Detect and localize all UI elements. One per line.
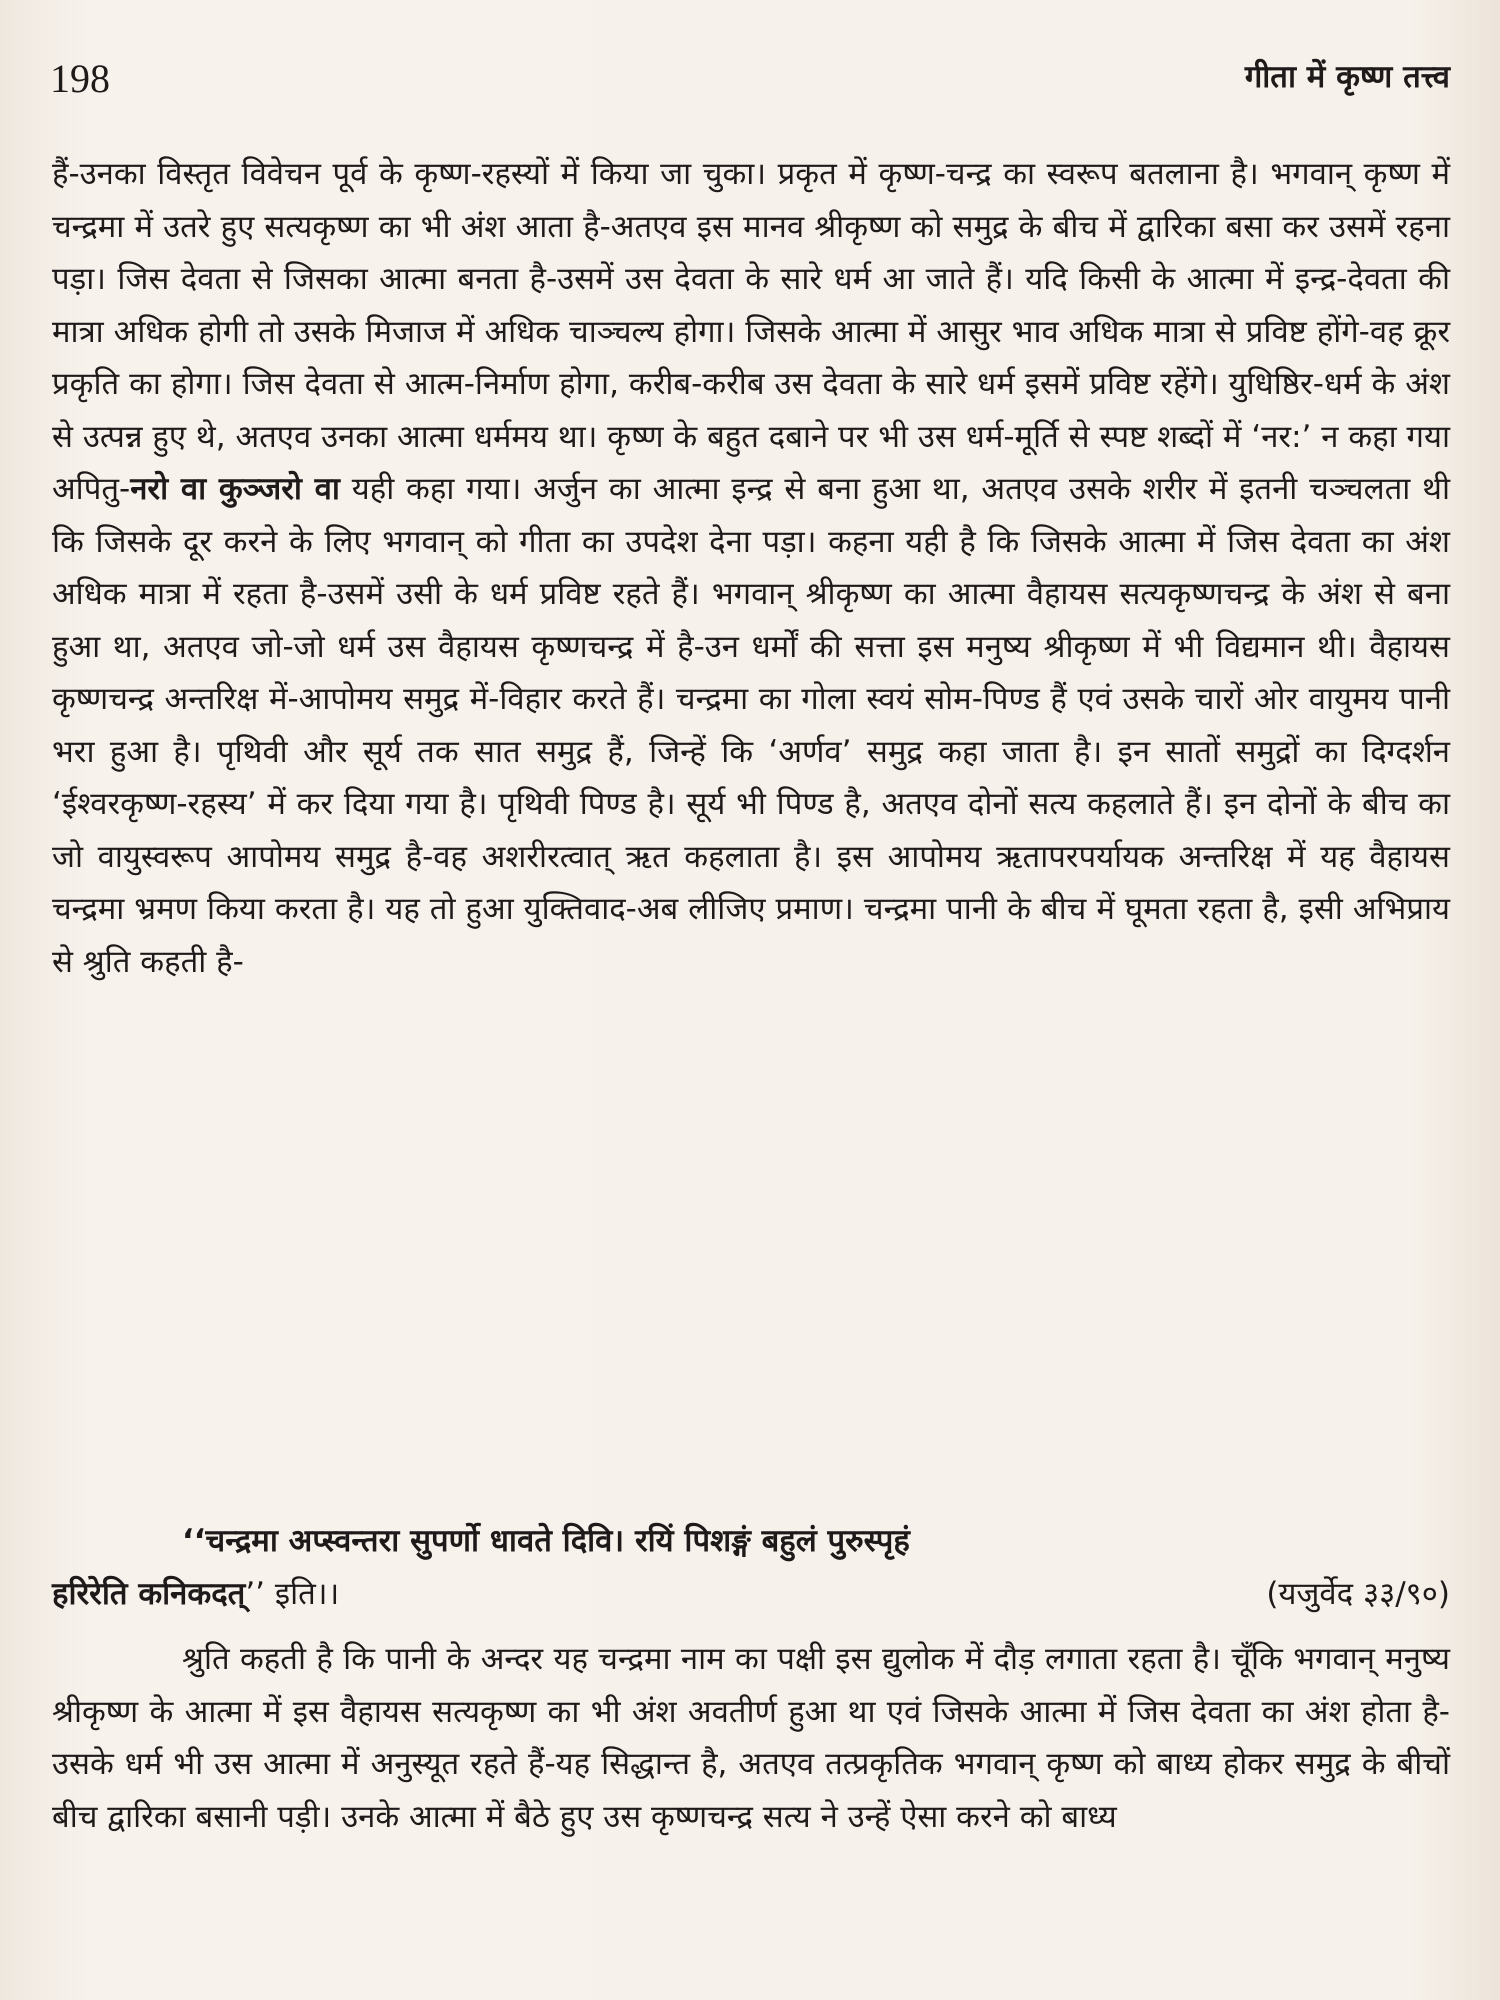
paragraph-1-text: [52, 148, 1450, 988]
page-header: [50, 55, 1450, 115]
quote-line-2-tail: ’’ इति।।: [245, 1575, 340, 1612]
paragraph-1-part1: हैं-उनका विस्तृत विवेचन पूर्व के कृष्ण-रहस्यों में किया जा चुका। प्रकृत में कृष्ण-चन्द्र का स्वरूप बतलाना है। भगवान् कृष्ण में चन्द्रमा में उतरे हुए सत्यकृष्ण का भी अंश आता है-अतएव इस मानव श्रीकृष्ण को समुद्र के बीच में द्वारिका बसा कर उसमें रहना पड़ा। जिस देवता से जिसका आत्मा बनता है-उसमें उस देवता के सारे धर्म आ जाते हैं। यदि किसी के आत्मा में इन्द्र-देवता की मात्रा अधिक होगी तो उसके मिजाज में अधिक चाञ्चल्य होगा। जिसके आत्मा में आसुर भाव अधिक मात्रा से प्रविष्ट होंगे-वह क्रूर प्रकृति का होगा। जिस देवता से आत्म-निर्माण होगा, करीब-करीब उस देवता के सारे धर्म इसमें प्रविष्ट रहेंगे। युधिष्ठिर-धर्म के अंश से उत्पन्न हुए थे, अतएव उनका आत्मा धर्ममय था। कृष्ण के बहुत दबाने पर भी उस धर्म-मूर्ति से स्पष्ट शब्दों में ‘नर:’ न कहा गया अपितु-: [52, 156, 1450, 507]
quote-line-1: ‘‘चन्द्रमा अप्स्वन्तरा सुपर्णो धावते दिवि। रयिं पिशङ्गं बहुलं पुरुस्पृहं: [182, 1523, 910, 1559]
paragraph-2-text: श्रुति कहती है कि पानी के अन्दर यह चन्द्रमा नाम का पक्षी इस द्युलोक में दौड़ लगाता रहता है। चूँकि भगवान् मनुष्य श्रीकृष्ण के आत्मा में इस वैहायस सत्यकृष्ण का भी अंश अवतीर्ण हुआ था एवं जिसके आत्मा में जिस देवता का अंश होता है-उसके धर्म भी उस आत्मा में अनुस्यूत रहते हैं-यह सिद्धान्त है, अतएव तत्प्रकृतिक भगवान् कृष्ण को बाध्य होकर समुद्र के बीचों बीच द्वारिका बसानी पड़ी। उनके आत्मा में बैठे हुए उस कृष्णचन्द्र सत्य ने उन्हें ऐसा करने को बाध्य: [52, 1641, 1450, 1835]
running-head: गीता में कृष्ण तत्त्व: [1244, 59, 1450, 95]
quote-reference: (यजुर्वेद ३३/९०): [1266, 1575, 1450, 1612]
vedic-quote: [52, 1515, 1450, 1620]
paragraph-1-part2: यही कहा गया। अर्जुन का आत्मा इन्द्र से बना हुआ था, अतएव उसके शरीर में इतनी चञ्चलता थी कि जिसके दूर करने के लिए भगवान् को गीता का उपदेश देना पड़ा। कहना यही है कि जिसके आत्मा में जिस देवता का अंश अधिक मात्रा में रहता है-उसमें उसी के धर्म प्रविष्ट रहते हैं। भगवान् श्रीकृष्ण का आत्मा वैहायस सत्यकृष्णचन्द्र के अंश से बना हुआ था, अतएव जो-जो धर्म उस वैहायस कृष्णचन्द्र में है-उन धर्मों की सत्ता इस मनुष्य श्रीकृष्ण में भी विद्यमान थी। वैहायस कृष्णचन्द्र अन्तरिक्ष में-आपोमय समुद्र में-विहार करते हैं। चन्द्रमा का गोला स्वयं सोम-पिण्ड हैं एवं उसके चारों ओर वायुमय पानी भरा हुआ है। पृथिवी और सूर्य तक सात समुद्र हैं, जिन्हें कि ‘अर्णव’ समुद्र कहा जाता है। इन सातों समुद्रों का दिग्दर्शन ‘ईश्वरकृष्ण-रहस्य’ में कर दिया गया है। पृथिवी पिण्ड है। सूर्य भी पिण्ड है, अतएव दोनों सत्य कहलाते हैं। इन दोनों के बीच का जो वायुस्वरूप आपोमय समुद्र है-वह अशरीरत्वात् ऋत कहलाता है। इस आपोमय ऋतापरपर्यायक अन्तरिक्ष में यह वैहायस चन्द्रमा भ्रमण किया करता है। यह तो हुआ युक्तिवाद-अब लीजिए प्रमाण। चन्द्रमा पानी के बीच में घूमता रहता है, इसी अभिप्राय से श्रुति कहती है-: [52, 471, 1450, 980]
paragraph-1: [52, 148, 1450, 988]
quote-line-2: हरिरेति कनिकदत्: [52, 1575, 246, 1612]
paragraph-2: [52, 1633, 1450, 1843]
quote-line-2-row: [52, 1568, 1450, 1621]
page-number: 198: [50, 56, 110, 101]
paragraph-1-emphasis: नरो वा कुञ्जरो वा: [130, 471, 340, 507]
